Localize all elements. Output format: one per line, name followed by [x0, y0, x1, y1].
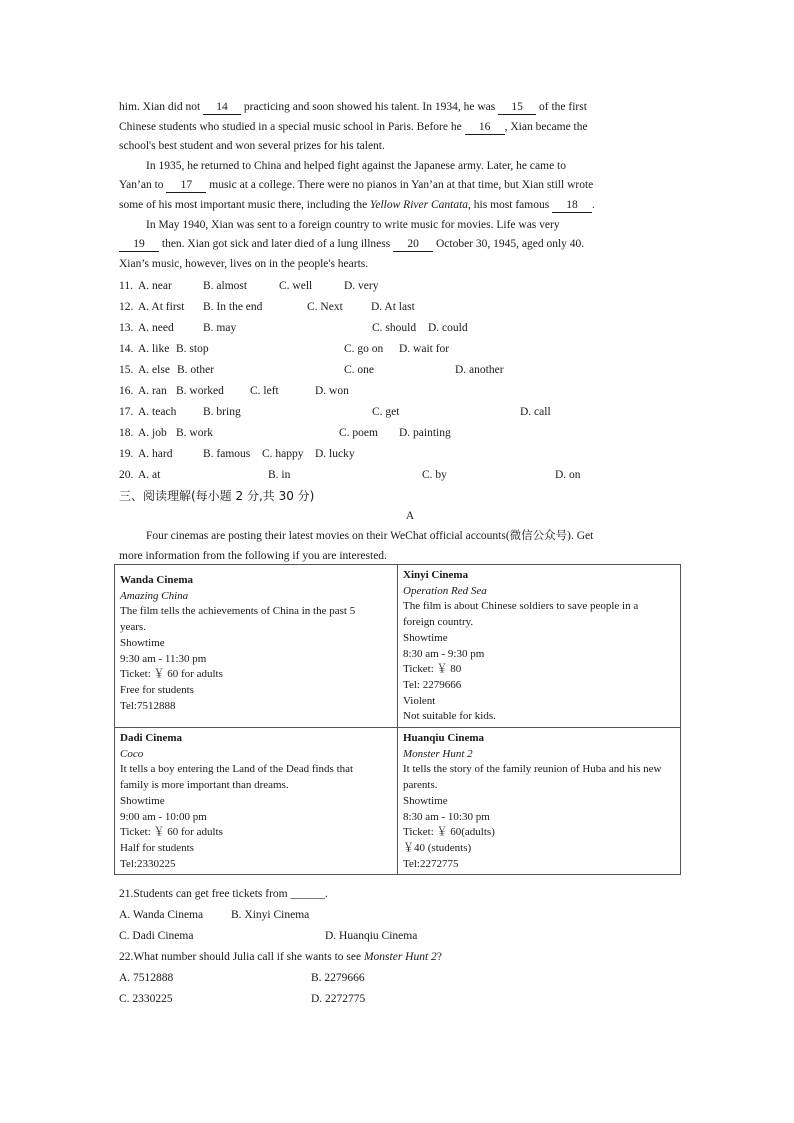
option-a[interactable]: A. else	[138, 364, 170, 376]
text: October 30, 1945, aged only 40.	[433, 238, 585, 251]
film-title: Monster Hunt 2	[363, 951, 437, 963]
option-d[interactable]: D. very	[344, 280, 379, 292]
question-21-options-row1	[119, 905, 679, 926]
cloze-passage	[119, 98, 679, 274]
text: Yan’an to	[119, 179, 167, 192]
option-c[interactable]: C. Next	[307, 301, 343, 313]
option-d[interactable]: D. At last	[371, 301, 415, 313]
cell-line: It tells the story of the family reunion of Huba and his new	[403, 763, 662, 776]
intro-line: Four cinemas are posting their latest movies on their WeChat official accounts(微信公众号). Get	[146, 530, 594, 542]
question-22-options-row1	[119, 968, 679, 989]
passage-line	[119, 176, 679, 196]
blank-20: 20	[393, 237, 433, 252]
text: of the first	[536, 101, 587, 113]
cell-line: years.	[120, 621, 146, 634]
option-d[interactable]: D. could	[428, 322, 468, 334]
option-a[interactable]: A. near	[138, 280, 172, 292]
option-d[interactable]: D. painting	[399, 427, 451, 439]
cinema-table	[114, 564, 681, 875]
text: Chinese students who studied in a special music school in Paris. Before he	[119, 120, 465, 133]
option-d[interactable]: D. Huanqiu Cinema	[325, 930, 418, 942]
cell-line: Tel:2272775	[403, 857, 459, 870]
cell-line: The film tells the achievements of China in the past 5	[120, 605, 356, 618]
passage-line: school's best student and won several prizes for his talent.	[119, 140, 385, 153]
q-number: 14.	[119, 343, 134, 355]
passage-line	[119, 118, 679, 138]
question-22-options-row2	[119, 989, 679, 1010]
passage-line	[119, 196, 679, 216]
cell-line: Not suitable for kids.	[403, 710, 496, 723]
cell-line: The film is about Chinese soldiers to save people in a	[403, 600, 639, 613]
option-b[interactable]: B. bring	[203, 406, 241, 418]
cinema-name: Wanda Cinema	[120, 574, 194, 586]
text: music at a college. There were no pianos in Yan’an at that time, but Xian still wrote	[206, 179, 594, 192]
text: .	[592, 198, 595, 211]
option-a[interactable]: A. 7512888	[119, 972, 174, 984]
passage-line: Xian’s music, however, lives on in the people's hearts.	[119, 257, 369, 270]
option-a[interactable]: A. ran	[138, 385, 167, 397]
q-number: 20.	[119, 469, 134, 481]
film-title: Monster Hunt 2	[403, 747, 473, 760]
option-c[interactable]: C. left	[250, 385, 279, 397]
film-title: Operation Red Sea	[403, 584, 487, 597]
blank-16: 16	[465, 120, 505, 135]
cell-line: Free for students	[120, 683, 194, 696]
option-c[interactable]: C. happy	[262, 448, 304, 460]
cell-line: Showtime	[403, 631, 448, 644]
blank-14: 14	[203, 100, 241, 115]
q-number: 19.	[119, 448, 134, 460]
cell-line: family is more important than dreams.	[120, 779, 289, 792]
option-d[interactable]: D. wait for	[399, 343, 450, 355]
text: , Xian became the	[504, 120, 588, 133]
option-b[interactable]: B. 2279666	[311, 972, 365, 984]
cinema-cell-dadi	[115, 728, 398, 875]
blank-17: 17	[166, 178, 206, 193]
option-a[interactable]: A. job	[138, 427, 167, 439]
text: him. Xian did not	[119, 101, 204, 113]
cell-line: foreign country.	[403, 616, 474, 629]
stem-text: 22.What number should Julia call if she wants to see	[119, 951, 364, 963]
table-row	[115, 728, 681, 875]
option-c[interactable]: C. well	[279, 280, 313, 292]
option-c[interactable]: C. by	[422, 469, 447, 481]
option-a[interactable]: A. hard	[138, 448, 173, 460]
option-b[interactable]: B. Xinyi Cinema	[231, 909, 310, 921]
option-b[interactable]: B. other	[177, 364, 215, 376]
section-heading: 三、阅读理解(每小题 2 分,共 30 分)	[119, 489, 315, 503]
option-b[interactable]: B. In the end	[203, 301, 263, 313]
option-d[interactable]: D. 2272775	[311, 993, 366, 1005]
cell-line: 9:00 am - 10:00 pm	[120, 810, 207, 823]
option-c[interactable]: C. should	[372, 322, 417, 334]
film-title: Amazing China	[120, 589, 189, 602]
cell-line: Ticket: ￥ 80	[403, 663, 462, 676]
blank-19: 19	[119, 237, 159, 252]
question-22-stem	[119, 947, 442, 968]
option-a[interactable]: A. At first	[138, 301, 185, 313]
option-c[interactable]: C. Dadi Cinema	[119, 930, 194, 942]
option-c[interactable]: C. 2330225	[119, 993, 173, 1005]
option-c[interactable]: C. go on	[344, 343, 384, 355]
cell-line: It tells a boy entering the Land of the Dead finds that	[120, 763, 354, 776]
option-a[interactable]: A. like	[138, 343, 170, 355]
cell-line: 9:30 am - 11:30 pm	[120, 652, 207, 665]
option-d[interactable]: D. call	[520, 406, 551, 418]
text: practicing and soon showed his talent. In 1934, he was	[241, 101, 499, 113]
cinema-cell-huanqiu	[398, 728, 681, 875]
option-d[interactable]: D. won	[315, 385, 349, 397]
film-title: Coco	[120, 747, 144, 760]
intro-line: more information from the following if you are interested.	[119, 550, 387, 562]
option-c[interactable]: C. one	[344, 364, 375, 376]
option-a[interactable]: A. at	[138, 469, 161, 481]
option-b[interactable]: B. worked	[176, 385, 224, 397]
q-number: 11.	[119, 280, 133, 292]
option-a[interactable]: A. teach	[138, 406, 177, 418]
cinema-cell-xinyi	[398, 565, 681, 728]
option-b[interactable]: B. famous	[203, 448, 251, 460]
cell-line: Ticket: ￥ 60(adults)	[403, 826, 495, 839]
cell-line: parents.	[403, 779, 438, 792]
cell-line: Tel:7512888	[120, 699, 176, 712]
text: some of his most important music there, including the	[119, 198, 371, 211]
option-b[interactable]: B. may	[203, 322, 237, 334]
option-a[interactable]: A. Wanda Cinema	[119, 909, 204, 921]
option-a[interactable]: A. need	[138, 322, 174, 334]
option-d[interactable]: D. another	[455, 364, 504, 376]
question-21-options-row2	[119, 926, 679, 947]
option-b[interactable]: B. work	[176, 427, 214, 439]
table-row	[115, 565, 681, 728]
option-c[interactable]: C. poem	[339, 427, 378, 439]
q-number: 12.	[119, 301, 134, 313]
q-number: 16.	[119, 385, 134, 397]
option-c[interactable]: C. get	[372, 406, 400, 418]
q-number: 15.	[119, 364, 134, 376]
blank-18: 18	[552, 198, 592, 213]
cell-line: Showtime	[120, 794, 165, 807]
cell-line: ￥40 (students)	[403, 841, 472, 854]
cell-line: Tel: 2279666	[403, 678, 462, 691]
passage-line	[119, 98, 679, 118]
q-number: 17.	[119, 406, 134, 418]
q-number: 18.	[119, 427, 134, 439]
cinema-name: Xinyi Cinema	[403, 569, 469, 581]
passage-line: In 1935, he returned to China and helped fight against the Japanese army. Later, he came to	[146, 159, 566, 172]
reading-intro	[119, 526, 679, 566]
cell-line: 8:30 am - 10:30 pm	[403, 810, 490, 823]
cell-line: Tel:2330225	[120, 857, 176, 870]
cell-line: 8:30 am - 9:30 pm	[403, 647, 485, 660]
cell-line: Showtime	[120, 636, 165, 649]
passage-label: A	[405, 510, 415, 522]
cell-line: Ticket: ￥ 60 for adults	[120, 668, 223, 681]
cell-line: Showtime	[403, 794, 448, 807]
passage-line	[119, 235, 679, 255]
song-title: Yellow River Cantata	[370, 198, 469, 211]
text: then. Xian got sick and later died of a lung illness	[159, 238, 394, 251]
cell-line: Half for students	[120, 841, 194, 854]
passage-line: In May 1940, Xian was sent to a foreign country to write music for movies. Life was very	[146, 218, 560, 231]
cell-line: Ticket: ￥ 60 for adults	[120, 826, 223, 839]
q-number: 13.	[119, 322, 134, 334]
option-b[interactable]: B. stop	[176, 343, 209, 355]
text: , his most famous	[468, 198, 553, 211]
option-d[interactable]: D. on	[555, 469, 581, 481]
cinema-name: Huanqiu Cinema	[403, 732, 484, 745]
option-b[interactable]: B. in	[268, 469, 291, 481]
stem-end: ?	[436, 951, 442, 963]
option-d[interactable]: D. lucky	[315, 448, 355, 460]
blank-15: 15	[498, 100, 536, 115]
cinema-name: Dadi Cinema	[120, 732, 183, 745]
option-b[interactable]: B. almost	[203, 280, 248, 292]
question-21-stem: 21.Students can get free tickets from ______.	[119, 888, 328, 900]
cinema-cell-wanda	[115, 565, 398, 728]
cell-line: Violent	[403, 694, 436, 707]
